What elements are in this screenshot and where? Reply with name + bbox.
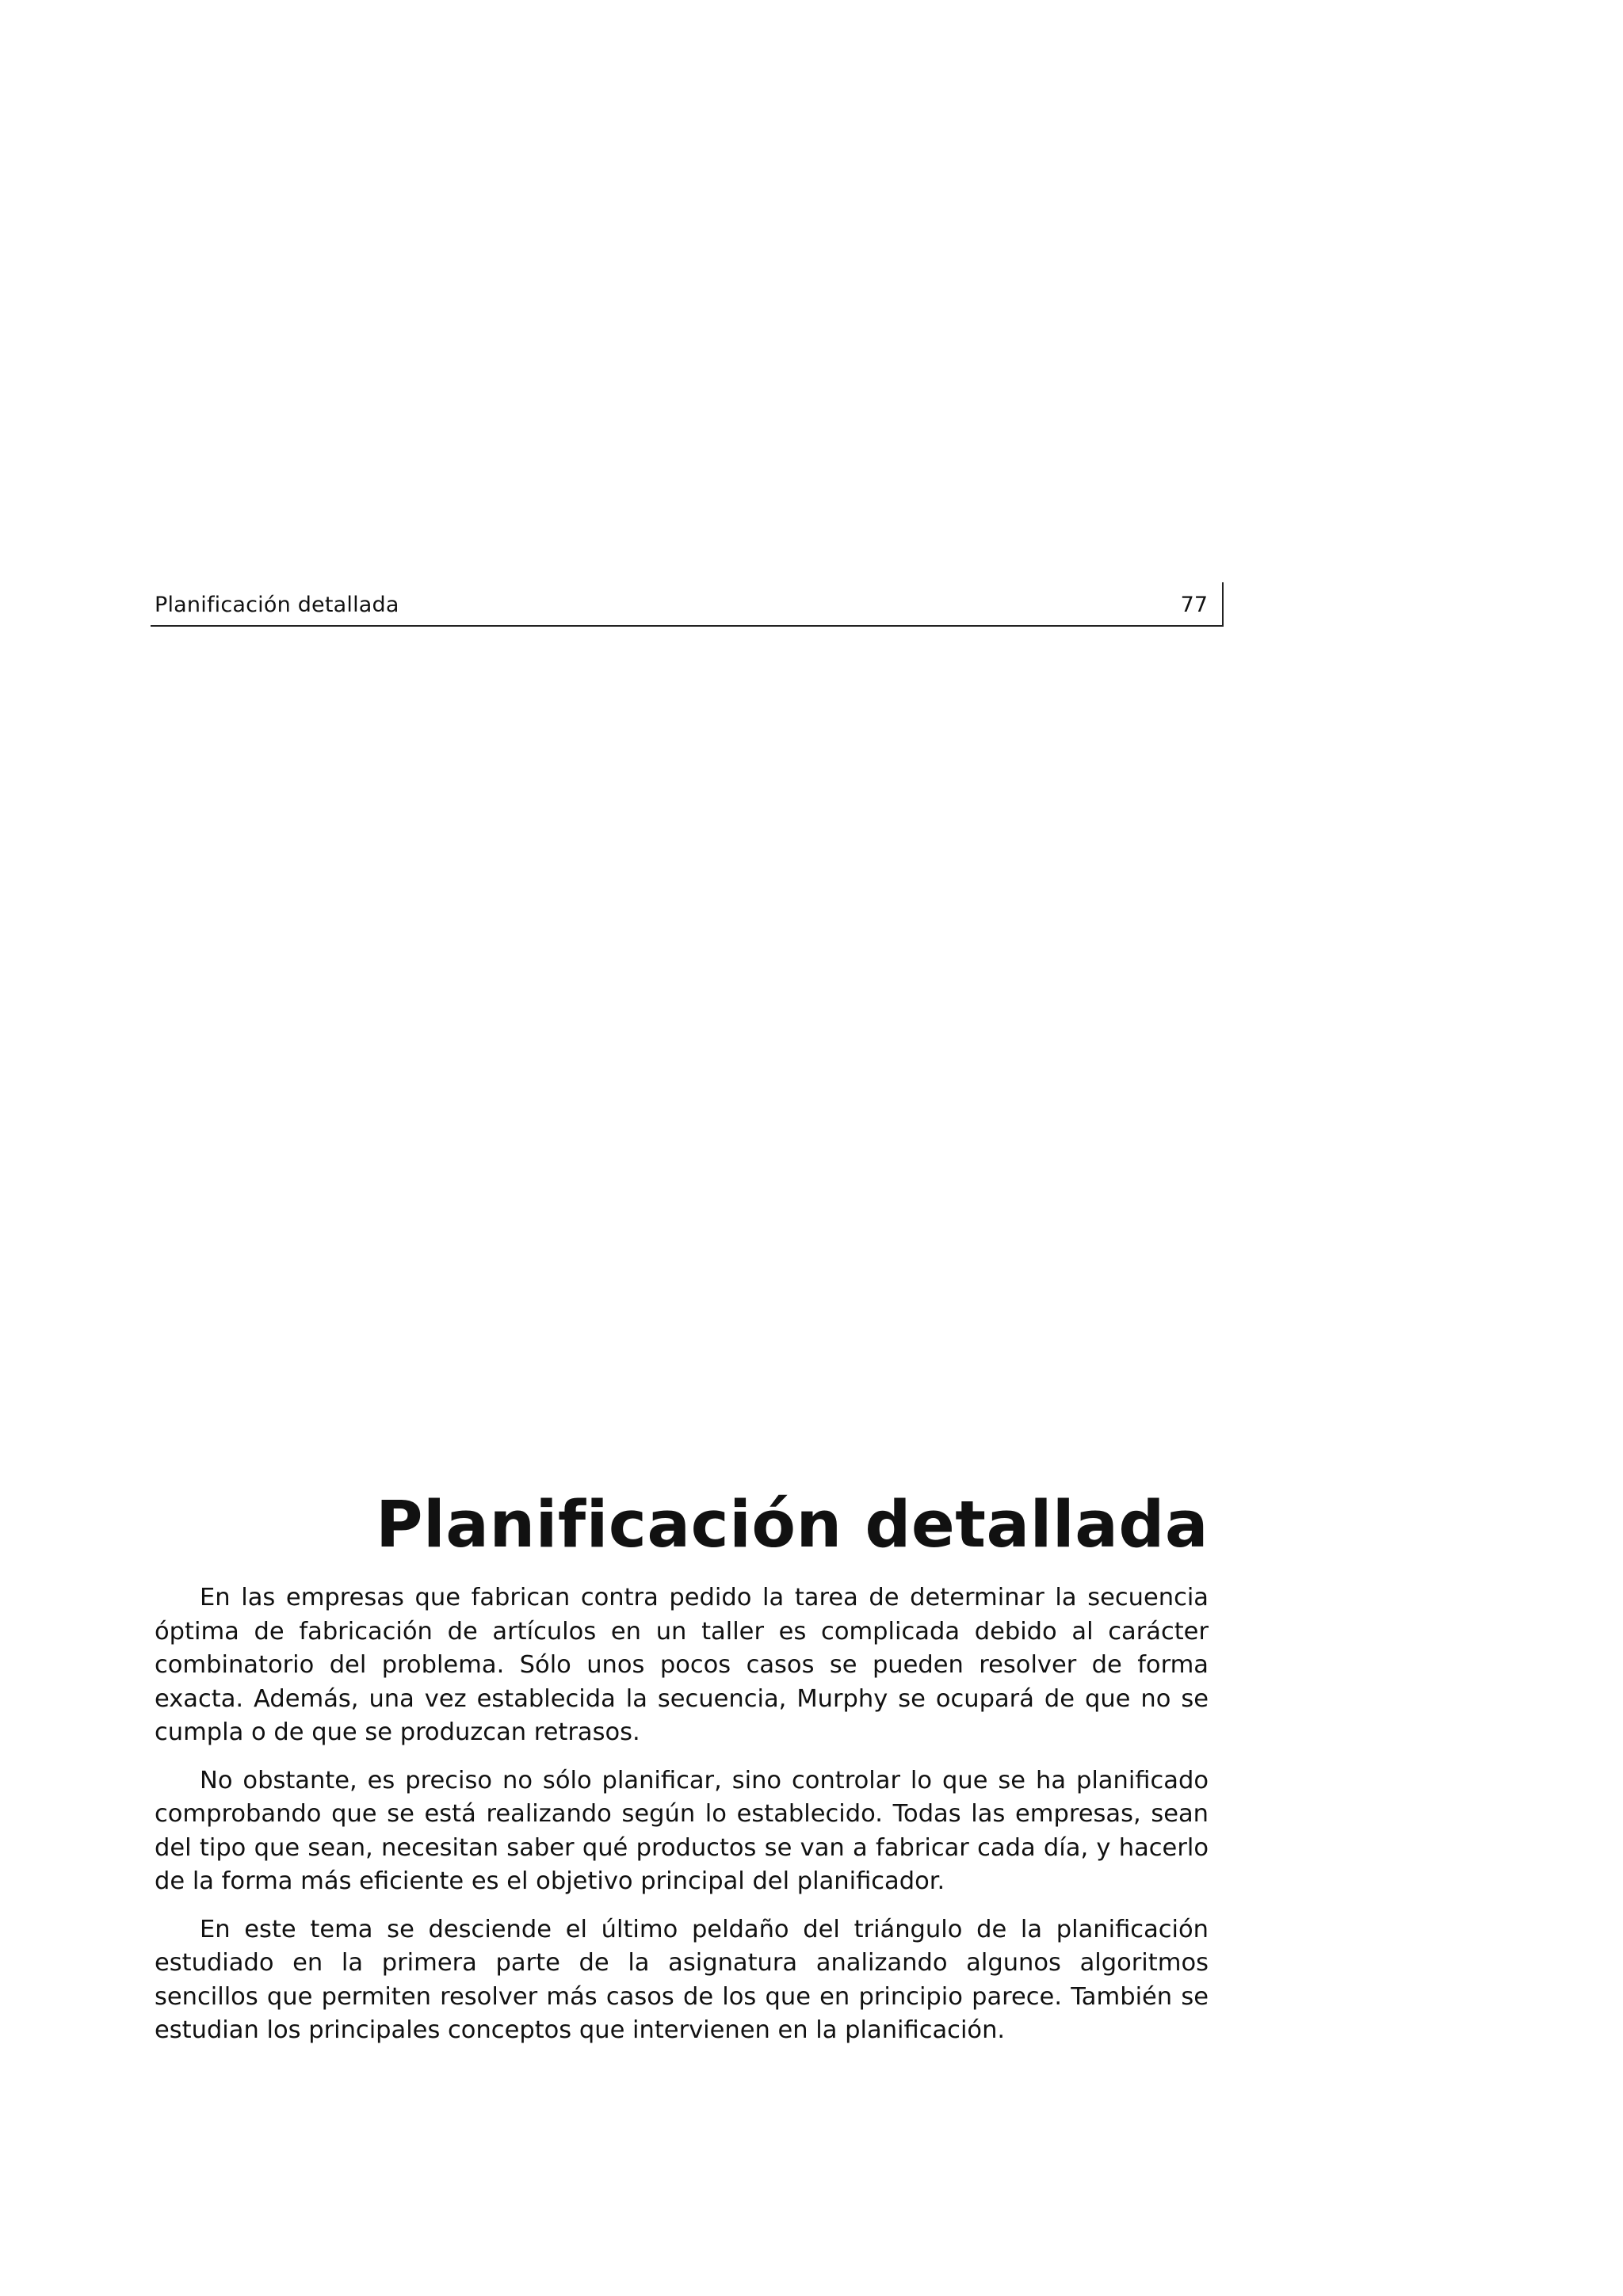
chapter-title: Planificación detallada xyxy=(376,1488,1209,1562)
body-text xyxy=(155,1581,1209,2062)
paragraph-3: En este tema se desciende el último peldaño del triángulo de la planificación estudiado en la primera parte de la asignatura analizando algunos algoritmos sencillos que permiten resolver más casos de los que en principio parece. También se estudian los principales conceptos que intervienen en la planificación. xyxy=(155,1915,1209,2044)
running-header xyxy=(151,582,1224,627)
running-header-title: Planificación detallada xyxy=(155,593,399,617)
page-number: 77 xyxy=(1180,593,1208,617)
paragraph-1: En las empresas que fabrican contra pedido la tarea de determinar la secuencia óptima de fabricación de artículos en un taller es complicada debido al carácter combinatorio del problema. Sólo unos pocos casos se pueden resolver de forma exacta. Además, una vez establecida la secuencia, Murphy se ocupará de que no se cumpla o de que se produzcan retrasos. xyxy=(155,1584,1209,1746)
paragraph-2: No obstante, es preciso no sólo planificar, sino controlar lo que se ha planificado comprobando que se está realizando según lo establecido. Todas las empresas, sean del tipo que sean, necesitan saber qué productos se van a fabricar cada día, y hacerlo de la forma más eficiente es el objetivo principal del planificador. xyxy=(155,1766,1209,1895)
